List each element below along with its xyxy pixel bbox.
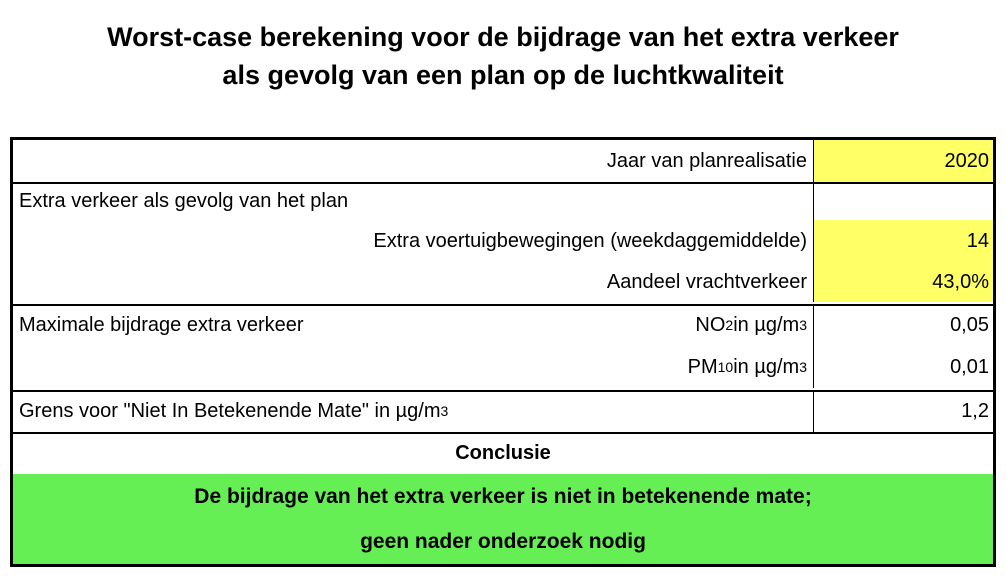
movements-label: Extra voertuigbewegingen (weekdaggemiddelde)	[373, 229, 807, 252]
pm10-unit-label: PM 10 in µg/m 3	[687, 355, 807, 378]
row-limit	[13, 390, 993, 434]
truck-share-input[interactable]: 43,0%	[813, 262, 993, 302]
no2-symbol: NO	[695, 313, 726, 336]
group-extra-traffic	[13, 182, 993, 306]
limit-label: Grens voor "Niet In Betekenende Mate" in µg/m 3	[19, 399, 449, 422]
no2-value: 0,05	[813, 304, 993, 346]
movements-input[interactable]: 14	[813, 220, 993, 262]
page-title	[0, 18, 1006, 94]
year-label: Jaar van planrealisatie	[606, 149, 807, 172]
row-year	[13, 140, 993, 184]
pm10-unit: in µg/m	[733, 355, 800, 378]
conclusion-box	[13, 474, 993, 564]
extra-traffic-heading: Extra verkeer als gevolg van het plan	[19, 189, 349, 212]
conclusion-line-1: De bijdrage van het extra verkeer is niet in betekenende mate;	[194, 485, 812, 508]
no2-unit-label: NO 2 in µg/m 3	[695, 313, 807, 336]
limit-value: 1,2	[813, 390, 993, 432]
truck-share-label: Aandeel vrachtverkeer	[606, 270, 807, 293]
year-input[interactable]: 2020	[813, 140, 993, 182]
extra-traffic-empty-cell	[813, 182, 993, 220]
conclusion-heading: Conclusie	[455, 441, 551, 464]
title-line-2: als gevolg van een plan op de luchtkwaliteit	[222, 60, 784, 90]
conclusion-line-2: geen nader onderzoek nodig	[360, 530, 646, 553]
pm10-symbol: PM	[687, 355, 718, 378]
group-max-contribution	[13, 304, 993, 392]
title-line-1: Worst-case berekening voor de bijdrage van het extra verkeer	[107, 22, 899, 52]
no2-unit: in µg/m	[733, 313, 800, 336]
pm10-value: 0,01	[813, 346, 993, 388]
calculation-table	[10, 137, 996, 567]
limit-text: Grens voor "Niet In Betekenende Mate" in µg/m	[19, 399, 441, 422]
row-conclusion-heading	[13, 432, 993, 474]
max-contribution-label: Maximale bijdrage extra verkeer	[19, 313, 304, 336]
